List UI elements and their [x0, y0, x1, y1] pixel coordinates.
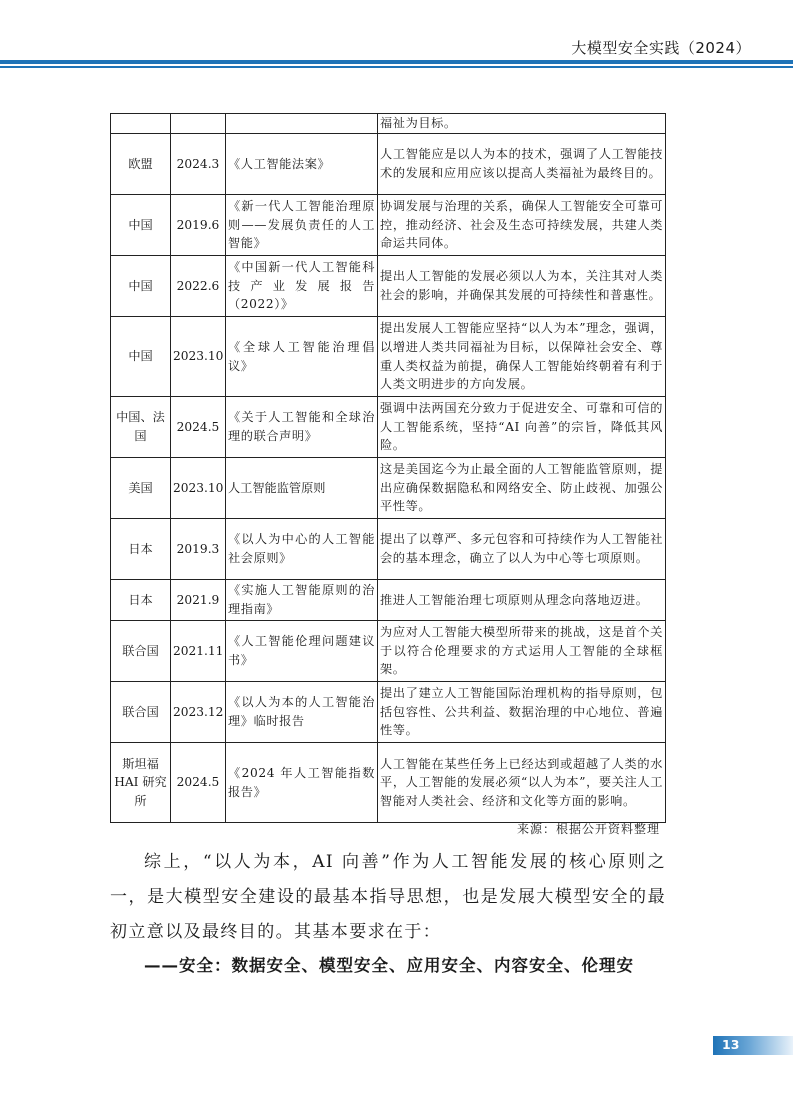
description-cell: 提出发展人工智能应坚持“以人为本”理念，强调，以增进人类共同福祉为目标，以保障社会安全、尊重人类权益为前提，确保人工智能始终朝着有利于人类文明进步的方向发展。: [378, 317, 666, 397]
date-cell: 2024.5: [171, 743, 226, 823]
document-cell: 《以人为本的人工智能治理》临时报告: [226, 682, 378, 743]
table-row: [111, 682, 666, 743]
date-cell: 2022.6: [171, 256, 226, 317]
date-cell: 2021.9: [171, 580, 226, 621]
document-cell: 人工智能监管原则: [226, 458, 378, 519]
table-row: [111, 114, 666, 134]
running-header-title: 大模型安全实践（2024）: [571, 39, 751, 57]
description-cell: 为应对人工智能大模型所带来的挑战，这是首个关于以符合伦理要求的方式运用人工智能的全球框架。: [378, 621, 666, 682]
date-cell: 2024.5: [171, 397, 226, 458]
document-cell: 《2024 年人工智能指数报告》: [226, 743, 378, 823]
document-cell: 《关于人工智能和全球治理的联合声明》: [226, 397, 378, 458]
table-row: [111, 195, 666, 256]
document-cell: 《人工智能伦理问题建议书》: [226, 621, 378, 682]
section-heading: ——安全：数据安全、模型安全、应用安全、内容安全、伦理安: [144, 956, 634, 975]
date-cell: 2019.6: [171, 195, 226, 256]
region-cell: 中国: [111, 195, 171, 256]
header-rule-thin: [0, 66, 793, 68]
region-cell: 中国、法国: [111, 397, 171, 458]
document-cell: 《新一代人工智能治理原则——发展负责任的人工智能》: [226, 195, 378, 256]
table-source-note: 来源：根据公开资料整理: [516, 822, 660, 836]
region-cell: 斯坦福 HAI 研究所: [111, 743, 171, 823]
policy-table: [110, 113, 666, 823]
table-row: [111, 256, 666, 317]
description-cell: 提出了建立人工智能国际治理机构的指导原则，包括包容性、公共利益、数据治理的中心地位、普遍性等。: [378, 682, 666, 743]
description-cell: 福祉为目标。: [378, 114, 666, 134]
description-cell: 人工智能在某些任务上已经达到或超越了人类的水平，人工智能的发展必须“以人为本”，要关注人工智能对人类社会、经济和文化等方面的影响。: [378, 743, 666, 823]
date-cell: 2024.3: [171, 134, 226, 195]
table-row: [111, 743, 666, 823]
description-cell: 协调发展与治理的关系，确保人工智能安全可靠可控，推动经济、社会及生态可持续发展，共建人类命运共同体。: [378, 195, 666, 256]
body-paragraph: 综上，“以人为本，AI 向善”作为人工智能发展的核心原则之一，是大模型安全建设的最基本指导思想，也是发展大模型安全的最初立意以及最终目的。其基本要求在于：: [110, 852, 666, 942]
header-rule: [0, 60, 793, 64]
page-number: 13: [722, 1037, 740, 1052]
date-cell: 2023.10: [171, 317, 226, 397]
table-row: [111, 458, 666, 519]
region-cell: 欧盟: [111, 134, 171, 195]
date-cell: 2021.11: [171, 621, 226, 682]
date-cell: 2023.10: [171, 458, 226, 519]
region-cell: 日本: [111, 580, 171, 621]
date-cell: [171, 114, 226, 134]
description-cell: 提出了以尊严、多元包容和可持续作为人工智能社会的基本理念，确立了以人为中心等七项原则。: [378, 519, 666, 580]
table-row: [111, 580, 666, 621]
description-cell: 提出人工智能的发展必须以人为本，关注其对人类社会的影响，并确保其发展的可持续性和普惠性。: [378, 256, 666, 317]
table-row: [111, 317, 666, 397]
region-cell: 美国: [111, 458, 171, 519]
document-cell: 《实施人工智能原则的治理指南》: [226, 580, 378, 621]
description-cell: 强调中法两国充分致力于促进安全、可靠和可信的人工智能系统，坚持“AI 向善”的宗旨，降低其风险。: [378, 397, 666, 458]
description-cell: 人工智能应是以人为本的技术，强调了人工智能技术的发展和应用应该以提高人类福祉为最终目的。: [378, 134, 666, 195]
description-cell: 这是美国迄今为止最全面的人工智能监管原则，提出应确保数据隐私和网络安全、防止歧视、加强公平性等。: [378, 458, 666, 519]
document-cell: 《以人为中心的人工智能社会原则》: [226, 519, 378, 580]
table-row: [111, 519, 666, 580]
document-cell: 《人工智能法案》: [226, 134, 378, 195]
table-row: [111, 621, 666, 682]
region-cell: 中国: [111, 317, 171, 397]
region-cell: [111, 114, 171, 134]
date-cell: 2019.3: [171, 519, 226, 580]
document-cell: 《全球人工智能治理倡议》: [226, 317, 378, 397]
description-cell: 推进人工智能治理七项原则从理念向落地迈进。: [378, 580, 666, 621]
region-cell: 中国: [111, 256, 171, 317]
document-cell: [226, 114, 378, 134]
date-cell: 2023.12: [171, 682, 226, 743]
document-cell: 《中国新一代人工智能科技产业发展报告（2022）》: [226, 256, 378, 317]
region-cell: 联合国: [111, 682, 171, 743]
region-cell: 日本: [111, 519, 171, 580]
table-row: [111, 134, 666, 195]
table-row: [111, 397, 666, 458]
region-cell: 联合国: [111, 621, 171, 682]
